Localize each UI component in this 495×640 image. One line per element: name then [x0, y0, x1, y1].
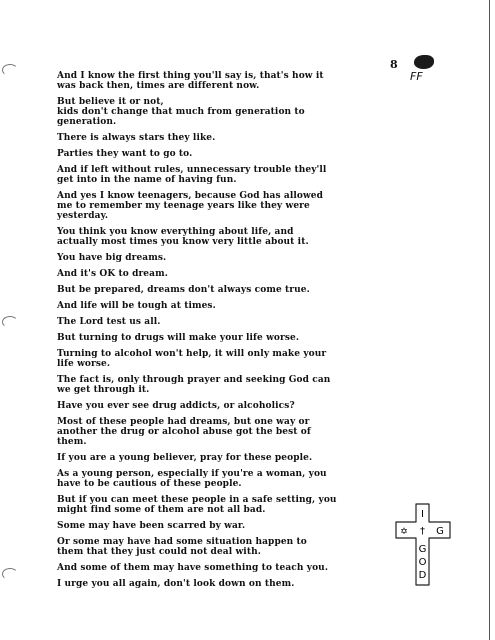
paragraph: But believe it or not, kids don't change that much from generation to generation.: [57, 97, 305, 127]
punch-hole: [2, 64, 18, 76]
cross-vertical-letter: O: [418, 557, 427, 568]
cross-top-letter: I: [421, 509, 424, 520]
paragraph: Most of these people had dreams, but one way or another the drug or alcohol abuse got the best of them.: [57, 417, 311, 447]
paragraph: Some may have been scarred by war.: [57, 521, 246, 531]
star-of-david-icon: ✡: [400, 527, 408, 537]
cross-right-letter: G: [436, 526, 444, 537]
paragraph: But be prepared, dreams don't always come true.: [57, 285, 310, 295]
punch-hole: [2, 316, 18, 328]
cross-vertical-letter: D: [418, 570, 427, 581]
paragraph: There is always stars they like.: [57, 133, 216, 143]
small-cross-icon: †: [420, 526, 425, 537]
handwritten-initials: FF: [410, 70, 423, 83]
paragraph: Or some may have had some situation happen to them that they just could not deal with.: [57, 537, 307, 557]
paragraph: If you are a young believer, pray for these people.: [57, 453, 313, 463]
paragraph: And some of them may have something to teach you.: [57, 563, 329, 573]
paragraph: And life will be tough at times.: [57, 301, 216, 311]
body-text: [57, 71, 405, 595]
hand-drawn-cross: [393, 502, 453, 587]
ink-blot-mark: [414, 55, 434, 69]
punch-hole: [2, 568, 18, 580]
paragraph: You have big dreams.: [57, 253, 167, 263]
paragraph: Have you ever see drug addicts, or alcoholics?: [57, 401, 295, 411]
paragraph: But if you can meet these people in a safe setting, you might find some of them are not all bad.: [57, 495, 337, 515]
paragraph: Turning to alcohol won't help, it will only make your life worse.: [57, 349, 327, 369]
paragraph: And I know the first thing you'll say is, that's how it was back then, times are different now.: [57, 71, 324, 91]
page-number: 8: [390, 58, 398, 71]
paragraph: And yes I know teenagers, because God has allowed me to remember my teenage years like they were yesterday.: [57, 191, 324, 221]
paragraph: I urge you all again, don't look down on them.: [57, 579, 295, 589]
paragraph: The Lord test us all.: [57, 317, 161, 327]
paragraph: Parties they want to go to.: [57, 149, 193, 159]
paragraph: And it's OK to dream.: [57, 269, 168, 279]
paragraph: As a young person, especially if you're a woman, you have to be cautious of these people.: [57, 469, 327, 489]
paragraph: The fact is, only through prayer and seeking God can we get through it.: [57, 375, 331, 395]
paragraph: But turning to drugs will make your life worse.: [57, 333, 300, 343]
paragraph: And if left without rules, unnecessary trouble they'll get into in the name of having fun.: [57, 165, 327, 185]
cross-vertical-letter: G: [418, 544, 427, 555]
paragraph: You think you know everything about life, and actually most times you know very little about it.: [57, 227, 309, 247]
page-edge-line: [489, 0, 490, 640]
